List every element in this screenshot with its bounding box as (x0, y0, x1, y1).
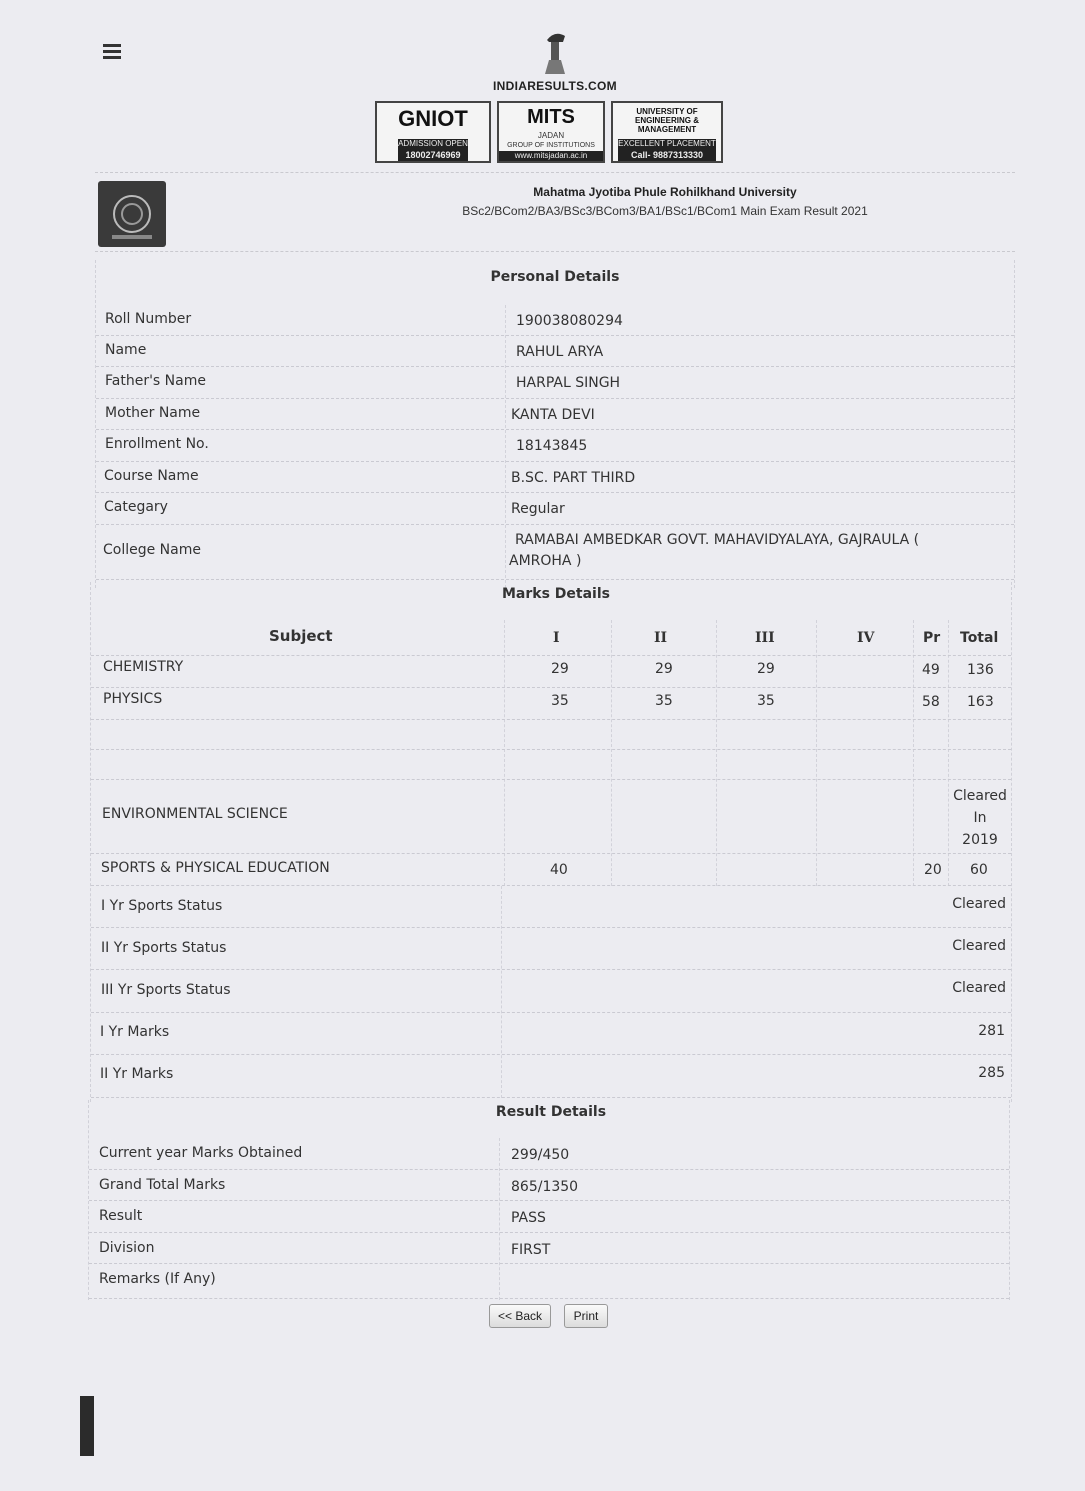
university-name: Mahatma Jyotiba Phule Rohilkhand University (533, 185, 797, 199)
personal-row (96, 367, 1014, 399)
col-ii-header: II (654, 630, 668, 646)
exam-title: BSc2/BCom2/BA3/BSc3/BCom3/BA1/BSc1/BCom1 Main Exam Result 2021 (462, 204, 868, 218)
ad-line: JADAN (537, 131, 565, 140)
status-row (91, 886, 1011, 928)
personal-details-title: Personal Details (490, 269, 620, 285)
mark-total-status: 2019 (962, 832, 998, 848)
result-details-table (88, 1100, 1010, 1300)
status-value: 285 (978, 1065, 1005, 1081)
col-total-header: Total (960, 630, 999, 646)
mark-total: 163 (967, 694, 994, 710)
mark-total: 136 (967, 662, 994, 678)
print-button[interactable]: Print (564, 1304, 608, 1328)
division-value: FIRST (511, 1242, 551, 1258)
personal-row (96, 336, 1014, 367)
father-name-value: HARPAL SINGH (516, 375, 621, 391)
mark-total: 60 (970, 862, 988, 878)
indiaresults-emblem-icon (541, 30, 569, 75)
course-name-label: Course Name (104, 468, 199, 484)
grand-total-value: 865/1350 (511, 1179, 579, 1195)
result-row (89, 1138, 1009, 1170)
category-value: Regular (511, 501, 565, 517)
personal-details-table (95, 260, 1015, 588)
status-value: Cleared (952, 938, 1006, 954)
result-label: Result (99, 1208, 143, 1224)
mark-iii: 35 (757, 693, 775, 709)
grand-total-label: Grand Total Marks (99, 1177, 226, 1193)
result-row (89, 1201, 1009, 1233)
current-marks-label: Current year Marks Obtained (99, 1145, 303, 1161)
mark-ii: 35 (655, 693, 673, 709)
ad-uem[interactable] (611, 101, 723, 163)
marks-row-empty (91, 750, 1011, 780)
mark-pr: 20 (924, 862, 942, 878)
name-label: Name (105, 342, 147, 358)
ad-brand: UNIVERSITY OF ENGINEERING & MANAGEMENT (634, 107, 699, 134)
result-value: PASS (511, 1210, 546, 1226)
subject-name: SPORTS & PHYSICAL EDUCATION (101, 860, 330, 876)
col-iii-header: III (755, 630, 775, 646)
scan-edge-mark (80, 1396, 94, 1456)
college-name-label: College Name (103, 542, 201, 558)
col-pr-header: Pr (923, 630, 941, 646)
status-value: 281 (978, 1023, 1005, 1039)
remarks-label: Remarks (If Any) (99, 1271, 216, 1287)
ad-line: EXCELLENT PLACEMENT (618, 139, 716, 148)
marks-row (91, 656, 1011, 688)
ad-brand: GNIOT (398, 106, 468, 131)
result-row (89, 1170, 1009, 1201)
mark-pr: 49 (922, 662, 940, 678)
name-value: RAHUL ARYA (516, 344, 604, 360)
status-label: I Yr Marks (100, 1024, 170, 1040)
status-row (91, 928, 1011, 970)
result-details-title: Result Details (495, 1104, 607, 1120)
enrollment-label: Enrollment No. (105, 436, 209, 452)
mark-i: 35 (551, 693, 569, 709)
ad-line: www.mitsjadan.ac.in (499, 151, 603, 161)
result-row (89, 1264, 1009, 1299)
marks-header-row (91, 620, 1011, 656)
col-i-header: I (553, 630, 560, 646)
ad-line: ADMISSION OPEN (398, 139, 468, 148)
personal-row (96, 399, 1014, 430)
status-label: II Yr Marks (100, 1066, 174, 1082)
course-name-value: B.SC. PART THIRD (511, 470, 636, 486)
university-emblem-icon (98, 181, 166, 247)
subject-name: PHYSICS (103, 691, 163, 707)
university-seal-logo (98, 181, 166, 247)
marks-row (91, 780, 1011, 854)
result-row (89, 1233, 1009, 1264)
mark-pr: 58 (922, 694, 940, 710)
division-label: Division (99, 1240, 155, 1256)
university-header (95, 172, 1015, 252)
col-subject-header: Subject (269, 627, 333, 645)
subject-name: CHEMISTRY (103, 659, 184, 675)
status-label: I Yr Sports Status (101, 898, 223, 914)
status-value: Cleared (952, 896, 1006, 912)
status-row (91, 1055, 1011, 1098)
marks-details-title: Marks Details (502, 586, 610, 602)
father-name-label: Father's Name (105, 373, 206, 389)
ad-line: Call- 9887313330 (618, 149, 716, 161)
status-label: II Yr Sports Status (101, 940, 227, 956)
status-row (91, 1013, 1011, 1055)
marks-row (91, 688, 1011, 720)
mark-total-status: In (973, 810, 987, 826)
ad-brand: MITS (527, 106, 575, 128)
back-button[interactable]: << Back (489, 1304, 551, 1328)
status-row (91, 970, 1011, 1013)
status-label: III Yr Sports Status (101, 982, 231, 998)
mark-iii: 29 (757, 661, 775, 677)
subject-name: ENVIRONMENTAL SCIENCE (102, 806, 288, 822)
mark-ii: 29 (655, 661, 673, 677)
category-label: Categary (104, 499, 168, 515)
col-iv-header: IV (857, 630, 875, 646)
indiaresults-logo[interactable] (480, 30, 630, 93)
personal-row (96, 525, 1014, 580)
ad-banner-strip (375, 101, 723, 163)
roll-number-value: 190038080294 (516, 313, 623, 329)
status-value: Cleared (952, 980, 1006, 996)
mother-name-label: Mother Name (105, 405, 201, 421)
mother-name-value: KANTA DEVI (511, 407, 595, 423)
enrollment-value: 18143845 (516, 438, 588, 454)
marks-row-empty (91, 720, 1011, 750)
ad-line: GROUP OF INSTITUTIONS (507, 142, 595, 149)
mark-i: 40 (550, 862, 568, 878)
personal-row (96, 430, 1014, 462)
ad-line: 18002746969 (398, 149, 468, 161)
marks-details-table (90, 582, 1012, 1102)
marks-row (91, 854, 1011, 886)
ad-gniot[interactable] (375, 101, 491, 163)
personal-row (96, 493, 1014, 525)
college-name-value: RAMABAI AMBEDKAR GOVT. MAHAVIDYALAYA, GAJRAULA ( AMROHA ) (509, 532, 920, 569)
current-marks-value: 299/450 (511, 1147, 570, 1163)
site-logo-text: INDIARESULTS.COM (493, 79, 617, 93)
ad-mits[interactable] (497, 101, 605, 163)
hamburger-menu-icon[interactable] (103, 44, 121, 60)
mark-total-status: Cleared (953, 788, 1007, 804)
personal-row (96, 462, 1014, 493)
personal-row (96, 305, 1014, 336)
mark-i: 29 (551, 661, 569, 677)
roll-number-label: Roll Number (105, 311, 192, 327)
